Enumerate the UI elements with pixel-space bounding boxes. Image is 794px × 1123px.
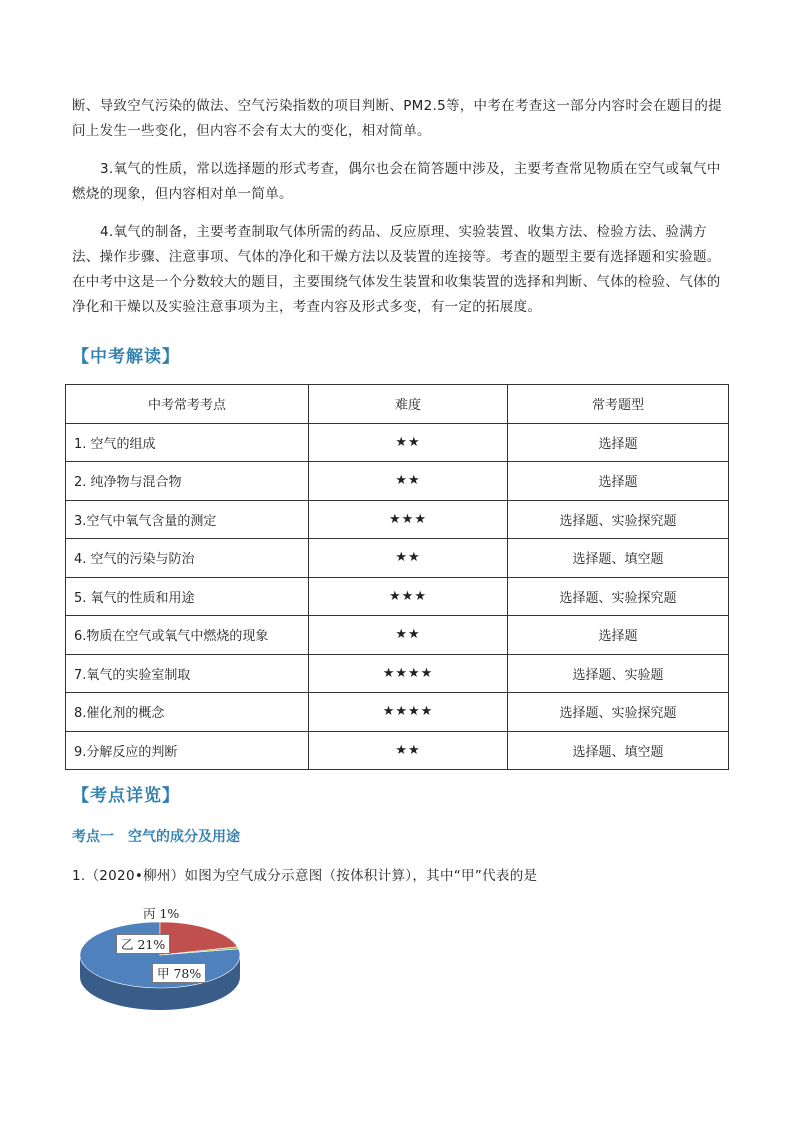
paragraph-oxygen-properties: 3.氧气的性质，常以选择题的形式考查，偶尔也会在简答题中涉及，主要考查常见物质在空气或氧气中燃烧的现象，但内容相对单一简单。	[72, 161, 721, 202]
cell-difficulty: ★★★	[309, 577, 508, 616]
cell-topic: 4. 空气的污染与防治	[66, 539, 309, 578]
table-row	[66, 577, 729, 616]
question-text: 1.（2020•柳州）如图为空气成分示意图（按体积计算），其中“甲”代表的是	[72, 868, 538, 884]
cell-question-type: 选择题	[508, 423, 729, 462]
cell-difficulty: ★★	[309, 731, 508, 770]
cell-question-type: 选择题、填空题	[508, 731, 729, 770]
table-row	[66, 731, 729, 770]
slice-label-jia: 甲 78%	[152, 963, 206, 983]
cell-difficulty: ★★	[309, 539, 508, 578]
cell-topic: 5. 氧气的性质和用途	[66, 577, 309, 616]
exam-points-table	[65, 384, 729, 770]
cell-difficulty: ★★★★	[309, 693, 508, 732]
cell-question-type: 选择题、实验探究题	[508, 693, 729, 732]
cell-topic: 7.氧气的实验室制取	[66, 654, 309, 693]
table-row	[66, 462, 729, 501]
cell-topic: 2. 纯净物与混合物	[66, 462, 309, 501]
cell-difficulty: ★★	[309, 616, 508, 655]
cell-difficulty: ★★★★	[309, 654, 508, 693]
cell-topic: 1. 空气的组成	[66, 423, 309, 462]
cell-question-type: 选择题	[508, 616, 729, 655]
paragraph-oxygen-preparation: 4.氧气的制备，主要考查制取气体所需的药品、反应原理、实验装置、收集方法、检验方法、验满方法、操作步骤、注意事项、气体的净化和干燥方法以及装置的连接等。考查的题型主要有选择题和实验题。在中考中这是一个分数较大的题目，主要围绕气体发生装置和收集装置的选择和判断、气体的检验、气体的净化和干燥以及实验注意事项为主，考查内容及形式多变，有一定的拓展度。	[72, 224, 721, 315]
table-row	[66, 654, 729, 693]
table-row	[66, 500, 729, 539]
paragraph-pollution: 断、导致空气污染的做法、空气污染指数的项目判断、PM2.5等，中考在考查这一部分内容时会在题目的提问上发生一些变化，但内容不会有太大的变化，相对简单。	[72, 98, 722, 139]
cell-question-type: 选择题、实验探究题	[508, 500, 729, 539]
table-row	[66, 616, 729, 655]
cell-topic: 9.分解反应的判断	[66, 731, 309, 770]
cell-question-type: 选择题	[508, 462, 729, 501]
slice-label-yi: 乙 21%	[116, 934, 170, 954]
cell-difficulty: ★★	[309, 462, 508, 501]
cell-question-type: 选择题、实验探究题	[508, 577, 729, 616]
table-row	[66, 423, 729, 462]
slice-label-bing: 丙 1%	[143, 906, 180, 921]
column-header-difficulty: 难度	[309, 385, 508, 424]
cell-topic: 6.物质在空气或氧气中燃烧的现象	[66, 616, 309, 655]
cell-difficulty: ★★★	[309, 500, 508, 539]
cell-question-type: 选择题、填空题	[508, 539, 729, 578]
column-header-question-type: 常考题型	[508, 385, 729, 424]
cell-difficulty: ★★	[309, 423, 508, 462]
cell-topic: 8.催化剂的概念	[66, 693, 309, 732]
section-title-point-details: 【考点详览】	[72, 786, 180, 806]
table-row	[66, 693, 729, 732]
point-title: 考点一 空气的成分及用途	[72, 829, 240, 845]
table-row	[66, 539, 729, 578]
table-header-row	[66, 385, 729, 424]
section-title-exam-interpretation: 【中考解读】	[72, 347, 180, 367]
cell-question-type: 选择题、实验题	[508, 654, 729, 693]
column-header-topic: 中考常考考点	[66, 385, 309, 424]
cell-topic: 3.空气中氧气含量的测定	[66, 500, 309, 539]
